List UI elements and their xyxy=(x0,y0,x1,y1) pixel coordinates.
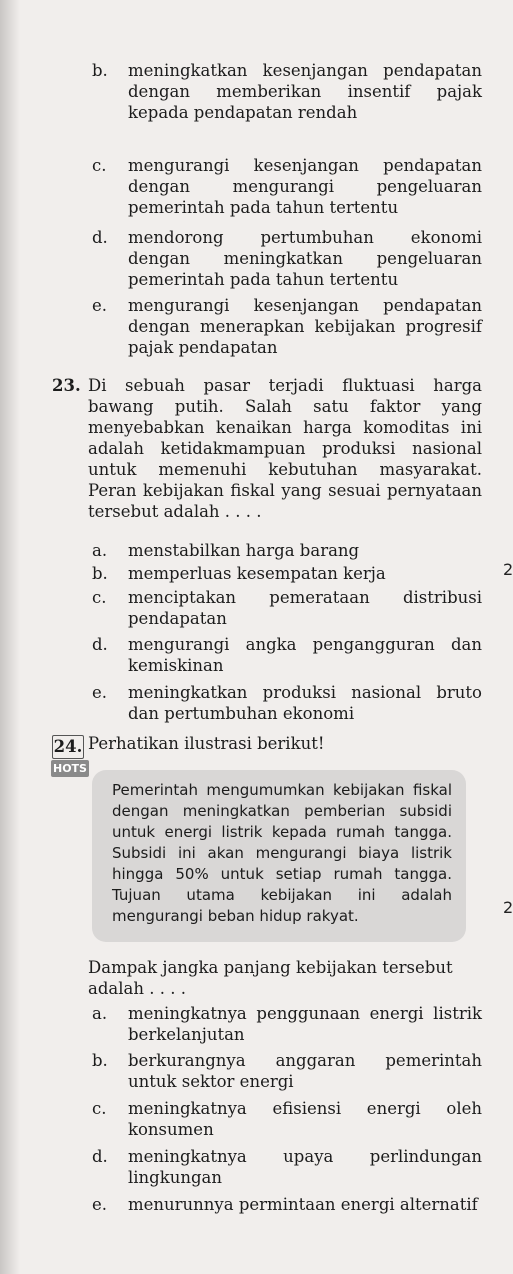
option-letter: b. xyxy=(92,564,108,583)
option-text: meningkatnya upaya perlindungan lingkungan xyxy=(128,1147,482,1187)
option-text: meningkatkan kesenjangan pendapatan dengan memberikan insentif pajak kepada pendapatan rendah xyxy=(128,61,482,122)
q24-option-b[interactable] xyxy=(92,1050,482,1092)
option-letter: c. xyxy=(92,1099,107,1118)
q23-option-e[interactable] xyxy=(92,682,482,724)
option-text: menurunnya permintaan energi alternatif xyxy=(128,1195,478,1214)
option-text: menciptakan pemerataan distribusi pendapatan xyxy=(128,588,482,628)
q23-option-a[interactable] xyxy=(92,540,482,561)
question-23 xyxy=(52,375,482,522)
q24-option-e[interactable] xyxy=(92,1194,482,1215)
q23-option-b[interactable] xyxy=(92,563,482,584)
page-edge-shadow xyxy=(0,0,20,1274)
option-text: memperluas kesempatan kerja xyxy=(128,564,386,583)
option-letter: b. xyxy=(92,61,108,80)
option-letter: e. xyxy=(92,296,108,315)
q22-option-b[interactable] xyxy=(92,60,482,123)
q23-option-d[interactable] xyxy=(92,634,482,676)
option-text: mengurangi kesenjangan pendapatan dengan menerapkan kebijakan progresif pajak pendapatan xyxy=(128,296,482,357)
option-text: berkurangnya anggaran pemerintah untuk sektor energi xyxy=(128,1051,482,1091)
option-text: mendorong pertumbuhan ekonomi dengan meningkatkan pengeluaran pemerintah pada tahun tertentu xyxy=(128,228,482,289)
q24-option-d[interactable] xyxy=(92,1146,482,1188)
option-letter: d. xyxy=(92,1147,108,1166)
option-letter: c. xyxy=(92,588,107,607)
question-24-title: Perhatikan ilustrasi berikut! xyxy=(88,734,325,753)
option-text: meningkatnya efisiensi energi oleh konsumen xyxy=(128,1099,482,1139)
q24-option-c[interactable] xyxy=(92,1098,482,1140)
option-letter: d. xyxy=(92,228,108,247)
q24-option-a[interactable] xyxy=(92,1003,482,1045)
margin-mark: 2 xyxy=(503,898,513,917)
option-text: meningkatkan produksi nasional bruto dan pertumbuhan ekonomi xyxy=(128,683,482,723)
q22-option-c[interactable] xyxy=(92,155,482,218)
option-letter: e. xyxy=(92,683,108,702)
option-text: mengurangi angka pengangguran dan kemiskinan xyxy=(128,635,482,675)
question-24-number: 24. xyxy=(52,735,84,759)
q23-option-c[interactable] xyxy=(92,587,482,629)
option-letter: e. xyxy=(92,1195,108,1214)
margin-mark: 2 xyxy=(503,560,513,579)
hots-badge: HOTS xyxy=(51,760,89,777)
question-24-stem: Dampak jangka panjang kebijakan tersebut adalah . . . . xyxy=(88,958,453,998)
illustration-text: Pemerintah mengumumkan kebijakan fiskal dengan meningkatkan pemberian subsidi untuk energi listrik kepada rumah tangga. Subsidi ini akan mengurangi biaya listrik hingga 50% untuk setiap rumah tangga. Tujuan utama kebijakan ini adalah mengurangi beban hidup rakyat. xyxy=(112,781,452,925)
option-letter: d. xyxy=(92,635,108,654)
option-letter: a. xyxy=(92,1004,108,1023)
question-number: 23. xyxy=(52,376,81,395)
illustration-box xyxy=(92,770,466,942)
q22-option-e[interactable] xyxy=(92,295,482,358)
q22-option-d[interactable] xyxy=(92,227,482,290)
option-text: meningkatnya penggunaan energi listrik berkelanjutan xyxy=(128,1004,482,1044)
option-letter: a. xyxy=(92,541,108,560)
option-text: mengurangi kesenjangan pendapatan dengan mengurangi pengeluaran pemerintah pada tahun tertentu xyxy=(128,156,482,217)
option-letter: c. xyxy=(92,156,107,175)
question-stem: Di sebuah pasar terjadi fluktuasi harga bawang putih. Salah satu faktor yang menyebabkan kenaikan harga komoditas ini adalah ketidakmampuan produksi nasional untuk memenuhi kebutuhan masyarakat. Peran kebijakan fiskal yang sesuai pernyataan tersebut adalah . . . . xyxy=(88,376,482,521)
option-letter: b. xyxy=(92,1051,108,1070)
option-text: menstabilkan harga barang xyxy=(128,541,360,560)
